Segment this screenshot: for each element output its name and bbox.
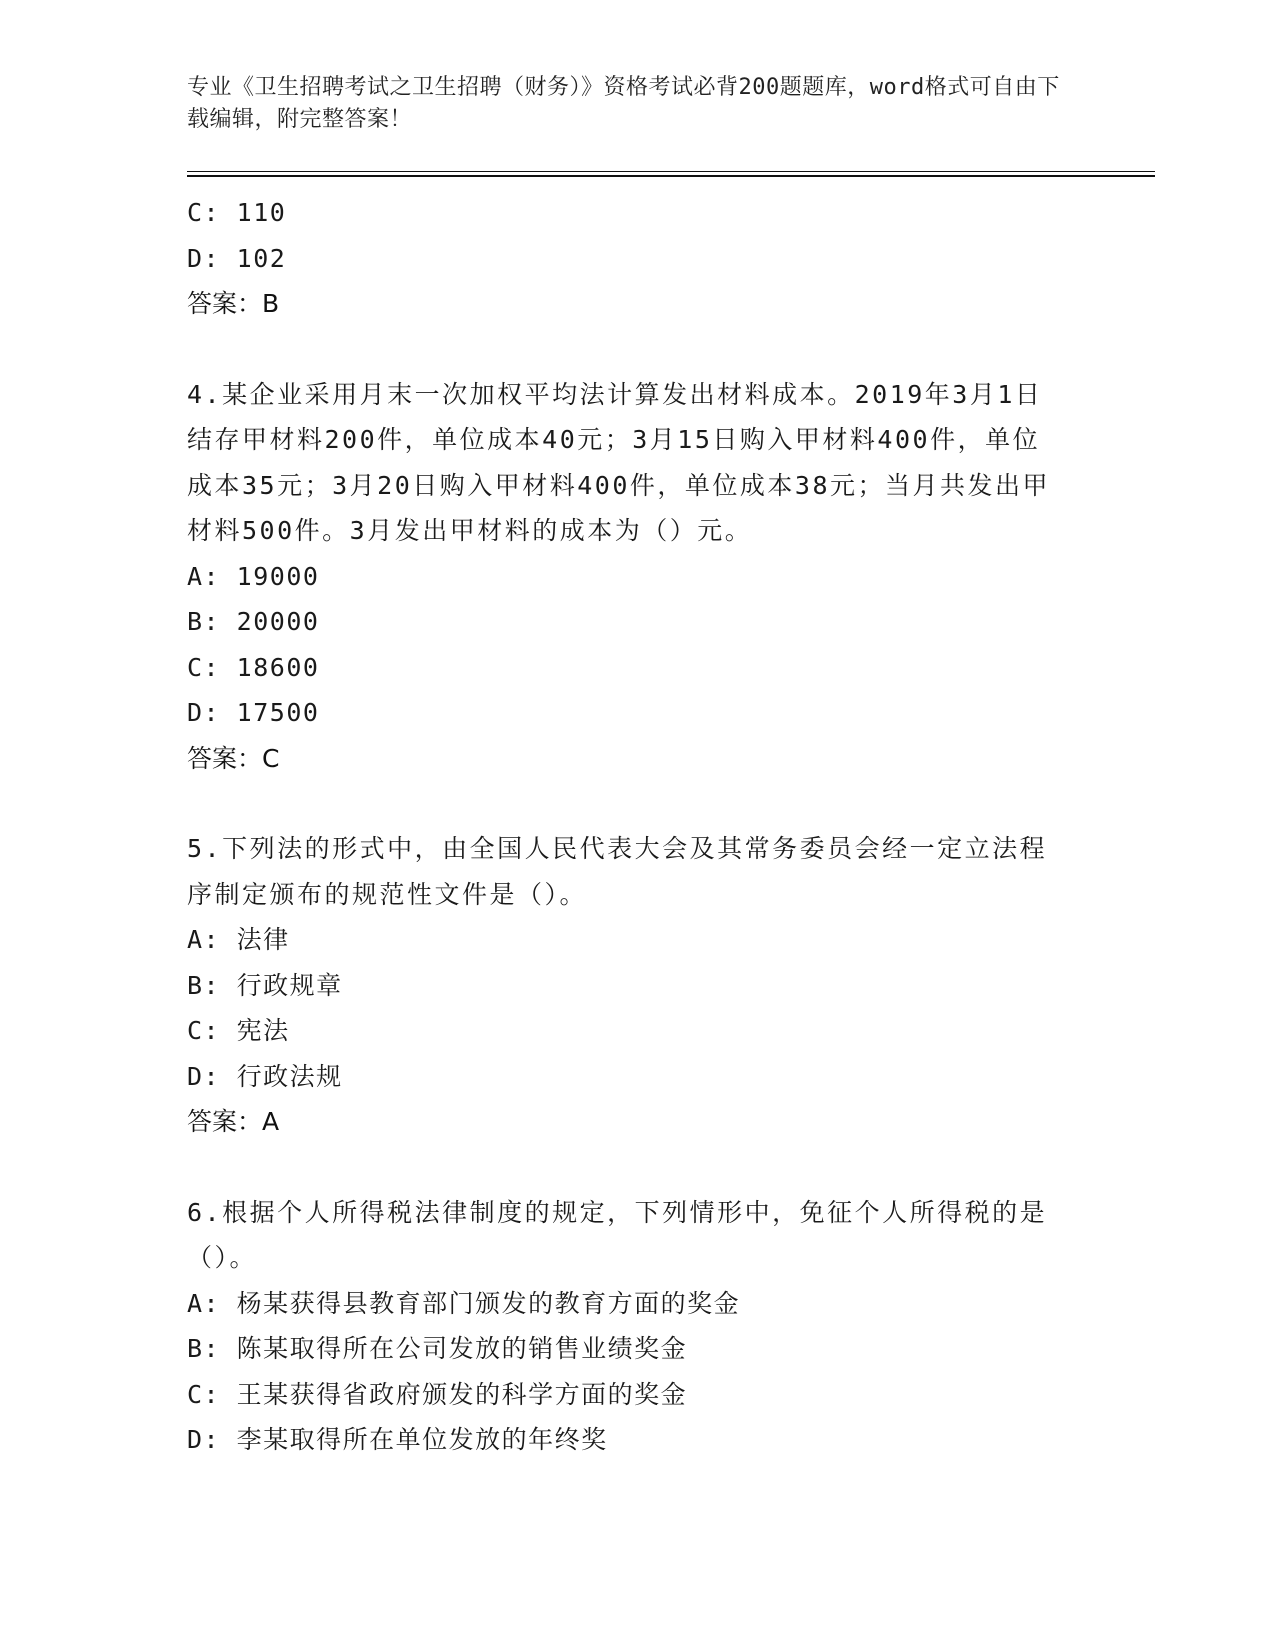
header-rule-thin (187, 171, 1155, 172)
question-content (187, 190, 1067, 1463)
option-b: B: 陈某取得所在公司发放的销售业绩奖金 (187, 1334, 688, 1363)
option-a: A: 法律 (187, 925, 290, 954)
answer-line: 答案：A (187, 1107, 280, 1136)
option-b: B: 行政规章 (187, 970, 343, 1000)
question-stem: 4.某企业采用月末一次加权平均法计算发出材料成本。2019年3月1日结存甲材料200件，单位成本40元；3月15日购入甲材料400件，单位成本35元；3月20日购入甲材料400件，单位成本38元；当月共发出甲材料500件。3月发出甲材料的成本为（）元。 (187, 379, 1051, 545)
option-d: D: 17500 (187, 698, 320, 727)
option-c: C: 110 (187, 198, 287, 227)
option-d: D: 行政法规 (187, 1061, 343, 1091)
option-c: C: 王某获得省政府颁发的科学方面的奖金 (187, 1379, 688, 1409)
option-c: C: 宪法 (187, 1016, 290, 1045)
option-a: A: 杨某获得县教育部门颁发的教育方面的奖金 (187, 1288, 741, 1318)
page-header-title: 专业《卫生招聘考试之卫生招聘（财务）》资格考试必背200题题库，word格式可自由下载编辑，附完整答案！ (187, 75, 1060, 132)
question-stem: 6.根据个人所得税法律制度的规定，下列情形中，免征个人所得税的是（）。 (187, 1197, 1048, 1272)
question-stem: 5.下列法的形式中，由全国人民代表大会及其常务委员会经一定立法程序制定颁布的规范性文件是（）。 (187, 834, 1048, 909)
header-rule-thick (187, 175, 1155, 177)
option-c: C: 18600 (187, 652, 320, 682)
option-b: B: 20000 (187, 607, 320, 636)
answer-line: 答案：B (187, 289, 280, 318)
option-d: D: 102 (187, 243, 287, 273)
option-d: D: 李某取得所在单位发放的年终奖 (187, 1425, 608, 1454)
answer-line: 答案：C (187, 743, 280, 773)
option-a: A: 19000 (187, 561, 320, 591)
